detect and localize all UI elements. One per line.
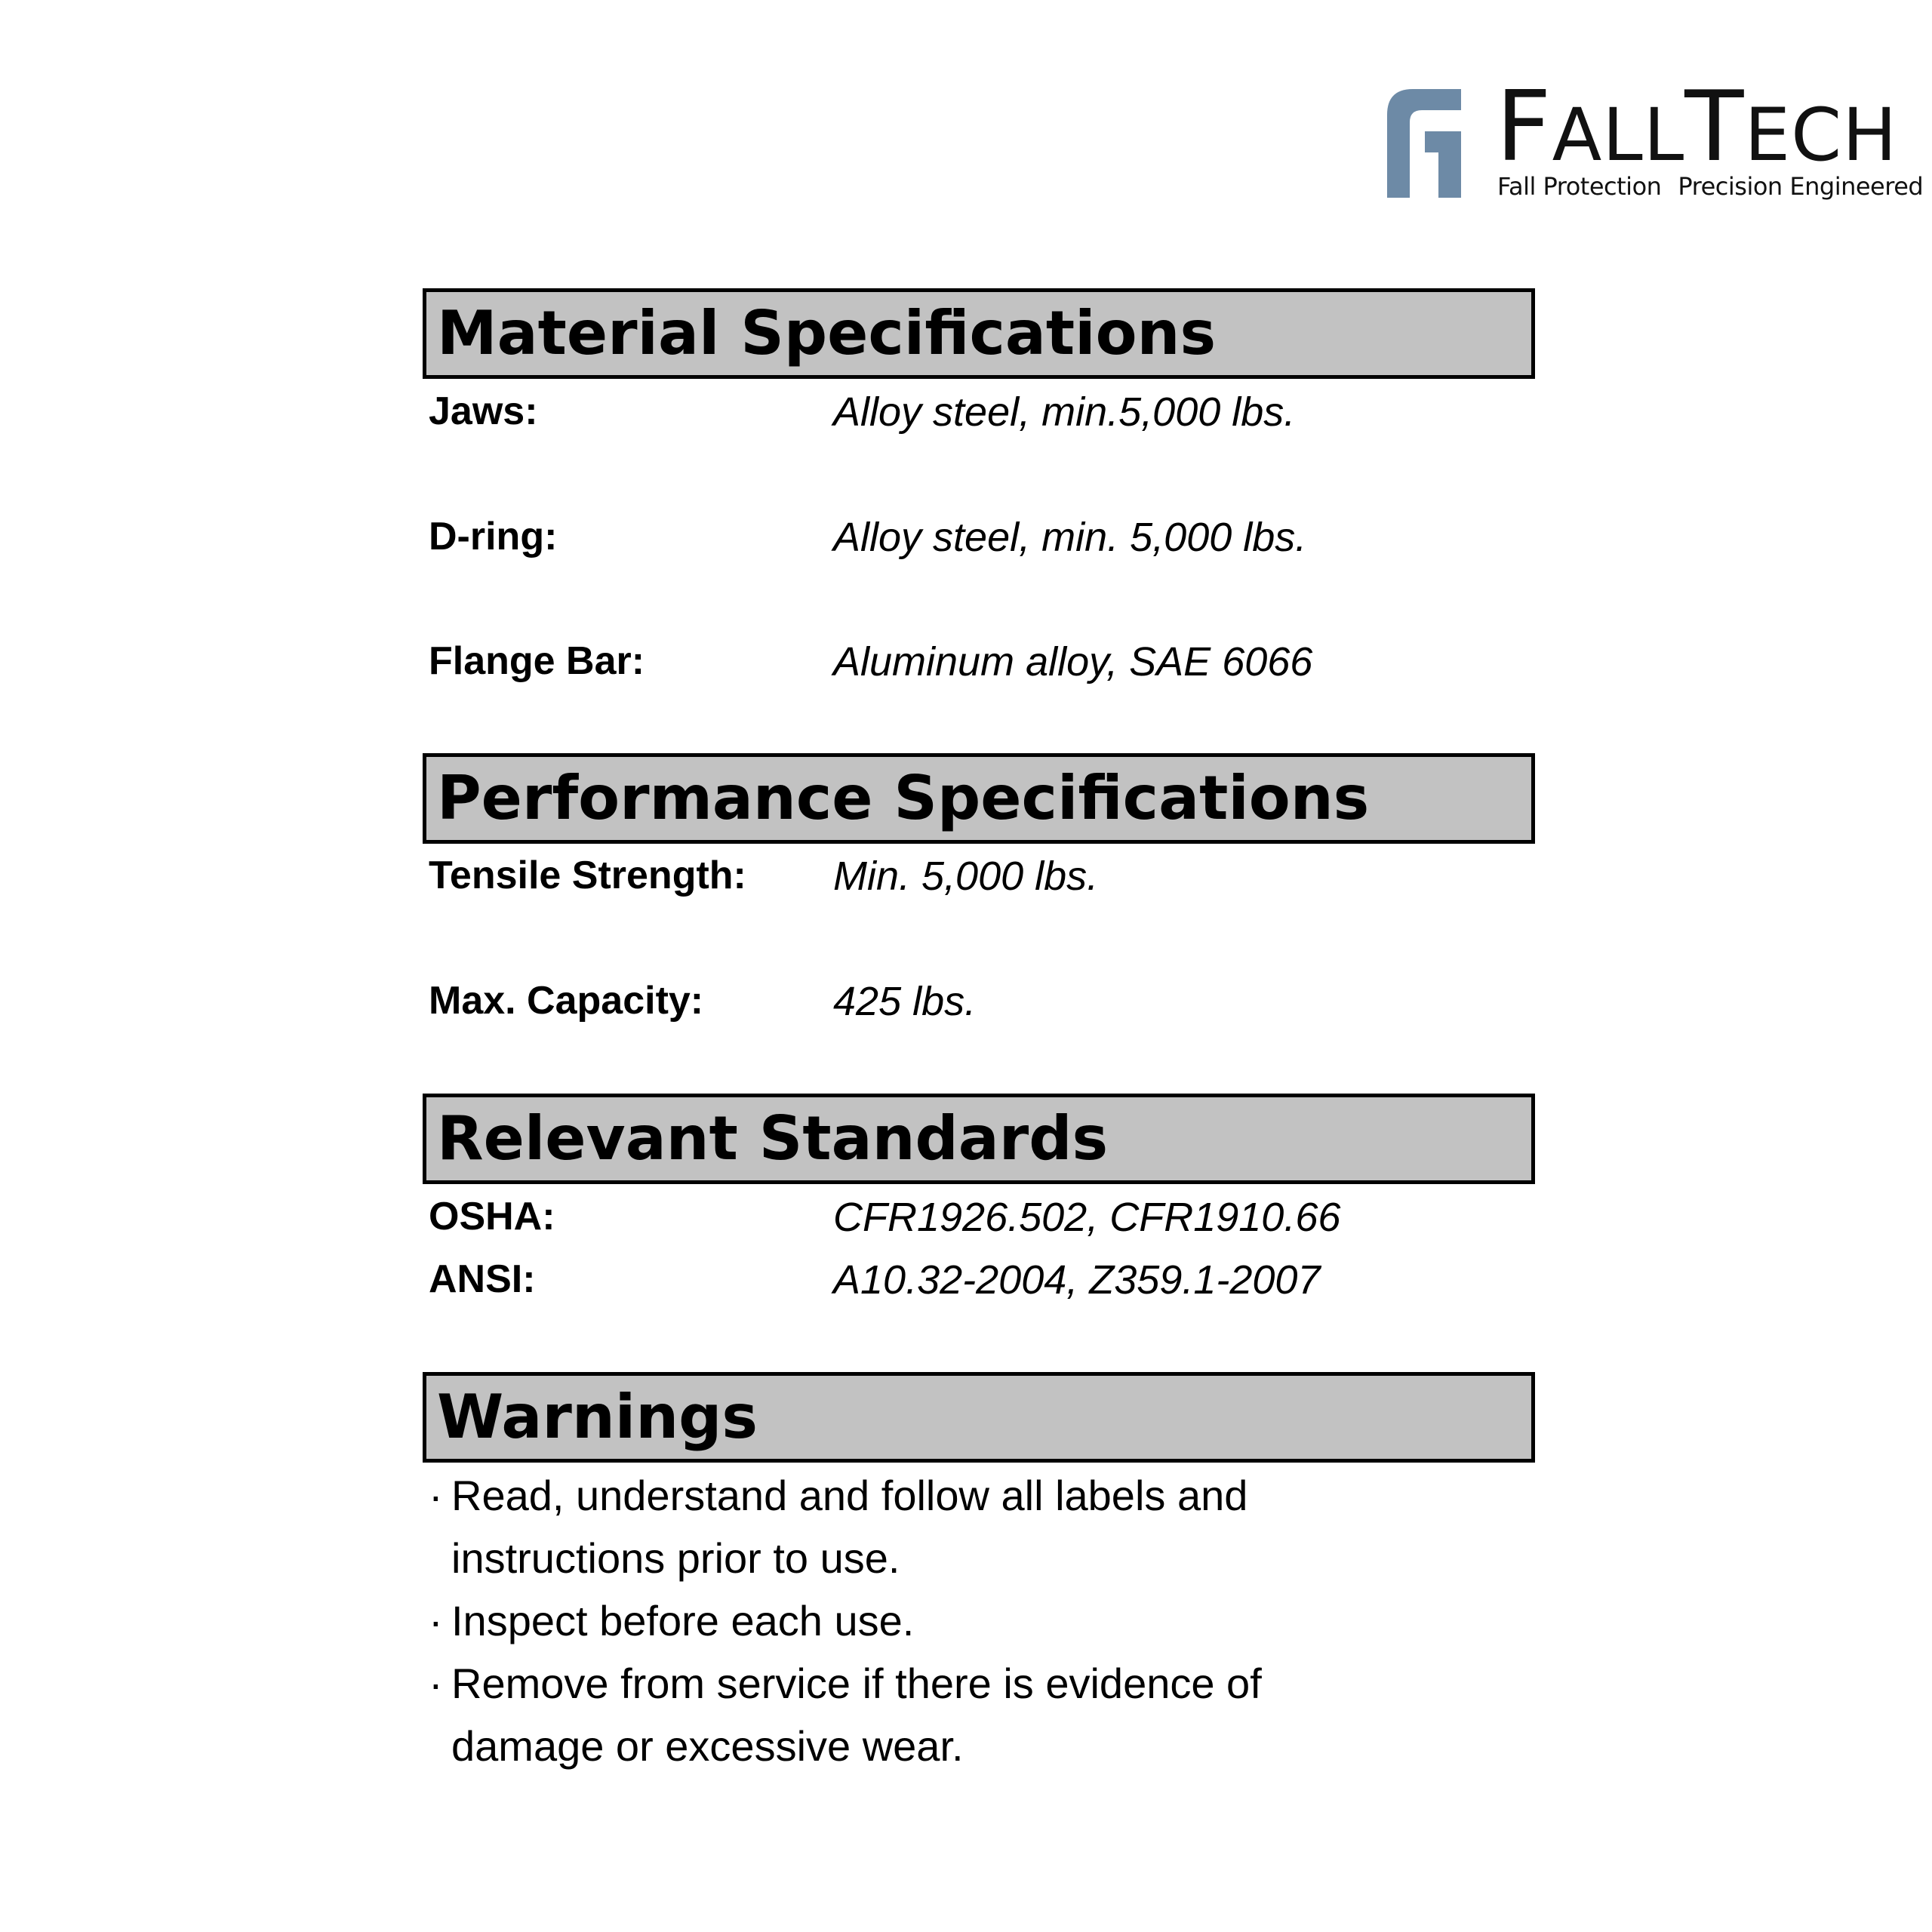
brand-logo [1383,71,1924,206]
standard-value: A10.32-2004, Z359.1-2007 [833,1257,1321,1303]
standard-label: OSHA: [429,1195,555,1238]
warning-text: Inspect before each use. [451,1597,915,1644]
section-header-standards: Relevant Standards [423,1094,1535,1184]
warning-item [429,1652,1410,1777]
bullet-icon: · [429,1472,443,1519]
spec-value: Alloy steel, min.5,000 lbs. [833,389,1296,435]
brand-wordmark: FALLTECH [1496,71,1898,183]
warnings-list [429,1464,1410,1777]
spec-value: Aluminum alloy, SAE 6066 [833,639,1313,685]
spec-value: 425 lbs. [833,979,977,1024]
falltech-mark-icon [1383,85,1461,198]
spec-value: Alloy steel, min. 5,000 lbs. [833,515,1307,560]
section-header-material: Material Specifications [423,288,1535,379]
warning-item [429,1589,1410,1652]
bullet-icon: · [429,1660,443,1707]
bullet-icon: · [429,1597,443,1644]
section-header-warnings: Warnings [423,1372,1535,1463]
spec-label: Flange Bar: [429,639,645,683]
warning-text: Read, understand and follow all labels and [451,1472,1248,1519]
section-header-performance: Performance Specifications [423,753,1535,844]
standard-value: CFR1926.502, CFR1910.66 [833,1195,1341,1240]
spec-label: D-ring: [429,515,558,558]
spec-label: Max. Capacity: [429,979,704,1023]
spec-value: Min. 5,000 lbs. [833,854,1099,899]
warning-item [429,1464,1410,1589]
warning-text: instructions prior to use. [451,1534,900,1582]
brand-tagline: Fall Protection Precision Engineered [1497,172,1924,201]
standard-label: ANSI: [429,1257,536,1301]
spec-label: Tensile Strength: [429,854,746,897]
warning-text: damage or excessive wear. [451,1722,964,1770]
warning-text: Remove from service if there is evidence of [451,1660,1262,1707]
spec-label: Jaws: [429,389,538,433]
